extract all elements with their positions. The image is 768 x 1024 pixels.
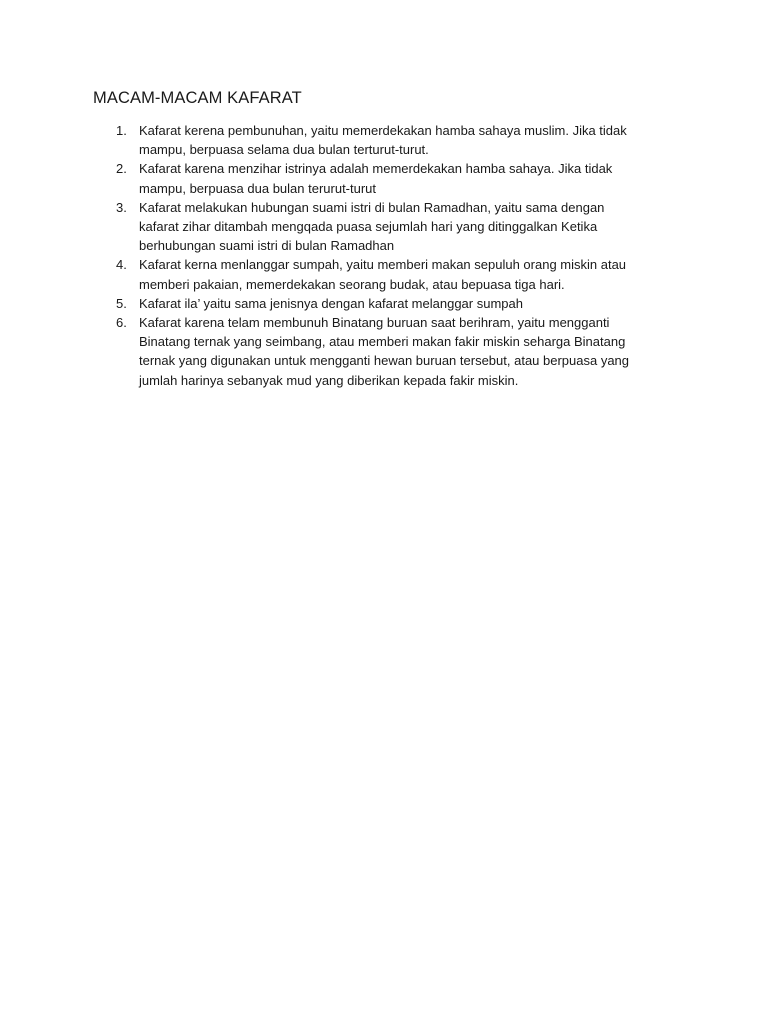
list-item-line: mampu, berpuasa dua bulan terurut-turut (139, 180, 377, 196)
list-item-line: ternak yang digunakan untuk mengganti hewan buruan tersebut, atau berpuasa yang (139, 353, 630, 369)
list-item (93, 313, 693, 390)
list-item-number: 6. (116, 315, 127, 331)
list-item (93, 198, 693, 256)
list-item-number: 3. (116, 199, 127, 215)
list-item-line: Binatang ternak yang seimbang, atau memberi makan fakir miskin seharga Binatang (139, 334, 626, 350)
list-item (93, 255, 693, 293)
list-item-line: Kafarat karena menzihar istrinya adalah memerdekakan hamba sahaya. Jika tidak (139, 161, 613, 177)
list-item-line: mampu, berpuasa selama dua bulan terturut-turut. (139, 142, 429, 158)
list-item-line: berhubungan suami istri di bulan Ramadhan (139, 238, 395, 254)
list-item-line: Kafarat karena telam membunuh Binatang buruan saat berihram, yaitu mengganti (139, 315, 610, 331)
list-item-line: jumlah harinya sebanyak mud yang diberikan kepada fakir miskin. (139, 372, 519, 388)
kafarat-list (93, 121, 693, 390)
list-item-line: memberi pakaian, memerdekakan seorang budak, atau bepuasa tiga hari. (139, 276, 565, 292)
document-title: MACAM-MACAM KAFARAT (93, 89, 302, 107)
list-item-number: 4. (116, 257, 127, 273)
list-item (93, 294, 693, 313)
list-item-line: Kafarat kerna menlanggar sumpah, yaitu memberi makan sepuluh orang miskin atau (139, 257, 627, 273)
list-item-line: Kafarat melakukan hubungan suami istri di bulan Ramadhan, yaitu sama dengan (139, 199, 605, 215)
list-item-line: Kafarat ila’ yaitu sama jenisnya dengan kafarat melanggar sumpah (139, 295, 523, 311)
list-item-number: 5. (116, 295, 127, 311)
list-item-number: 2. (116, 161, 127, 177)
list-item-line: kafarat zihar ditambah mengqada puasa sejumlah hari yang ditinggalkan Ketika (139, 219, 598, 235)
list-item (93, 159, 693, 197)
list-item-number: 1. (116, 123, 127, 138)
list-item (93, 121, 693, 159)
list-item-line: Kafarat kerena pembunuhan, yaitu memerdekakan hamba sahaya muslim. Jika tidak (139, 123, 627, 138)
